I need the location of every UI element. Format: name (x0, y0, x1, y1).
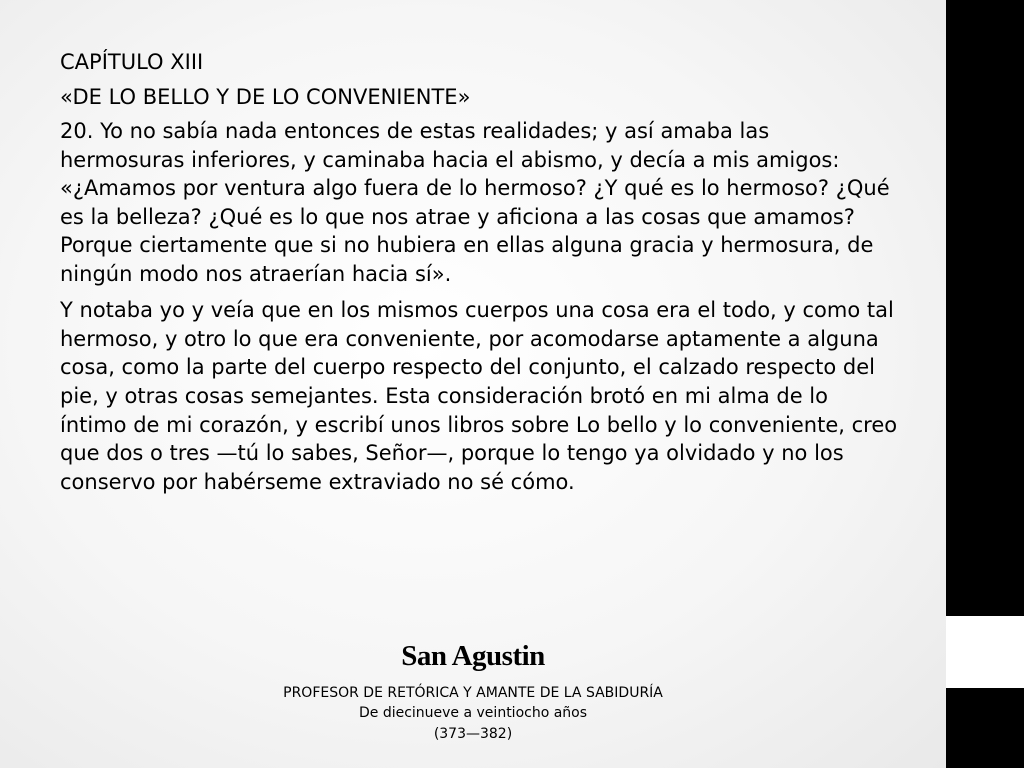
paragraph-1: 20. Yo no sabía nada entonces de estas realidades; y así amaba las hermosuras inferiores, y caminaba hacia el abismo, y decía a mis amigos: «¿Amamos por ventura algo fuera de lo hermoso? ¿Y qué es lo hermoso? ¿Qué es la belleza? ¿Qué es lo que nos atrae y aficiona a las cosas que amamos? Porque ciertamente que si no hubiera en ellas alguna gracia y hermosura, de ningún modo nos atraerían hacia sí». (60, 119, 890, 286)
author-role: PROFESOR DE RETÓRICA Y AMANTE DE LA SABIDURÍA (283, 685, 663, 701)
paragraph-2: Y notaba yo y veía que en los mismos cuerpos una cosa era el todo, y como tal hermoso, y otro lo que era conveniente, por acomodarse aptamente a alguna cosa, como la parte del cuerpo respecto del conjunto, el calzado respecto del pie, y otras cosas semejantes. Esta consideración brotó en mi alma de lo íntimo de mi corazón, y escribí unos libros sobre Lo bello y lo conveniente, creo que dos o tres —tú lo sabes, Señor—, porque lo tengo ya olvidado y no los conservo por habérseme extraviado no sé cómo. (60, 298, 898, 494)
chapter-heading: CAPÍTULO XIII (60, 50, 204, 74)
author-years: (373—382) (433, 725, 513, 742)
author-age: De diecinueve a veintiocho años (358, 705, 588, 722)
author-name: San Agustin (401, 640, 545, 672)
chapter-text (60, 48, 900, 504)
chapter-subtitle: «DE LO BELLO Y DE LO CONVENIENTE» (60, 84, 471, 109)
sidebar-band (946, 616, 1024, 688)
author-block (0, 640, 946, 744)
